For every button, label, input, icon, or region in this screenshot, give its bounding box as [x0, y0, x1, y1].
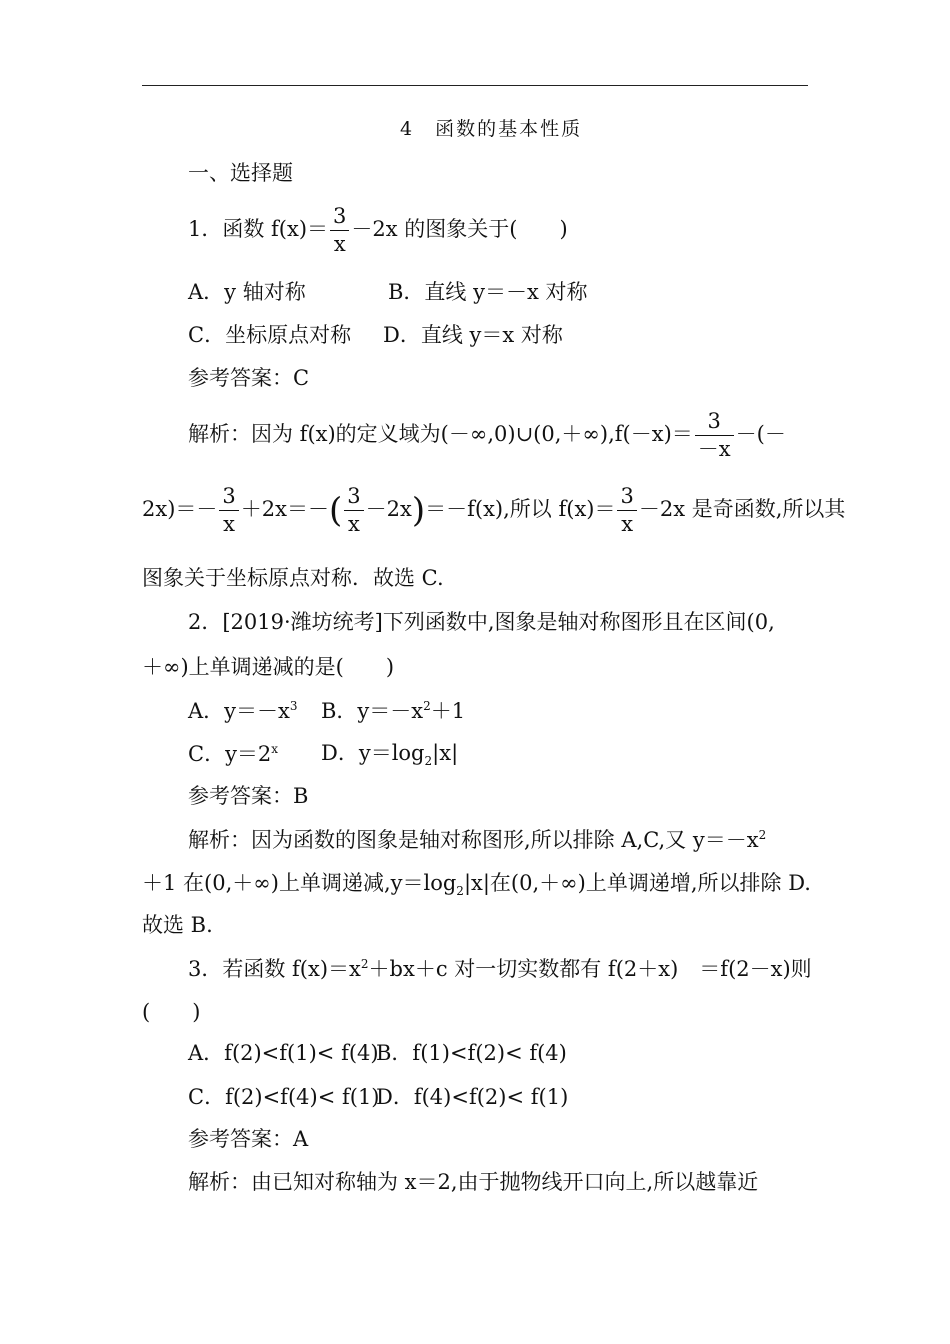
q1-sol-l2-num3: 3 [617, 485, 636, 511]
q3-stem-line-1 [188, 958, 812, 980]
q2-sol-l2-b: |x|在(0,＋∞)上单调递增,所以排除 D. [463, 871, 811, 895]
q1-solution-line-1 [188, 410, 786, 461]
q1-solution-line-2 [142, 485, 845, 536]
q2-option-d [321, 743, 458, 767]
q1-sol-l2-num2: 3 [344, 485, 363, 511]
q2-opt-c-sup: x [271, 742, 279, 756]
section-heading: 一、选择题 [188, 161, 293, 185]
q1-sol-l2-num1: 3 [219, 485, 238, 511]
q1-sol-l2-e: －2x 是奇函数,所以其 [638, 497, 846, 522]
q2-solution-line-2 [142, 873, 811, 897]
q3-stem-l1-sup: 2 [360, 957, 369, 971]
q2-solution-line-3: 故选 B. [142, 913, 213, 937]
q3-option-d: D．f(4)<f(2)< f(1) [376, 1085, 569, 1109]
q1-frac-num: 3 [330, 205, 349, 231]
header-rule [142, 85, 808, 86]
q1-sol-l2-den3: x [621, 512, 634, 537]
q1-sol-l2-den1: x [223, 512, 236, 537]
q2-sol-l1-a: 解析：因为函数的图象是轴对称图形,所以排除 A,C,又 y＝－x [188, 828, 759, 852]
q3-stem-line-2: ( ) [142, 1000, 201, 1024]
q1-option-a: A．y 轴对称 [188, 280, 306, 304]
q1-option-d: D．直线 y＝x 对称 [383, 323, 563, 347]
q2-option-a [188, 700, 298, 722]
q1-answer: 参考答案：C [188, 366, 310, 390]
q2-option-b [321, 700, 465, 722]
q1-sol-l1-tail: －(－ [735, 422, 786, 447]
q2-opt-d-sub: 2 [424, 754, 433, 769]
q1-sol-l1-lead: 解析：因为 f(x)的定义域为(－∞,0)∪(0,＋∞),f(－x)＝ [188, 422, 693, 447]
q1-option-c: C．坐标原点对称 [188, 323, 352, 347]
q2-stem-line-1: 2．[2019·潍坊统考]下列函数中,图象是轴对称图形且在区间(0, [188, 610, 775, 634]
q3-option-b: B．f(1)<f(2)< f(4) [376, 1041, 567, 1065]
q1-sol-l2-paren-open: ( [329, 490, 343, 531]
q2-sol-l2-sub: 2 [456, 884, 464, 899]
q2-opt-d-label: D．y＝log [321, 741, 425, 765]
q3-stem-l1-a: 3．若函数 f(x)＝x [188, 957, 361, 981]
q3-answer: 参考答案：A [188, 1127, 309, 1151]
q1-sol-l1-den: －x [697, 437, 731, 462]
q1-sol-l2-fraction-3 [617, 485, 636, 536]
q2-opt-a-label: A．y＝－x [188, 699, 290, 723]
q2-opt-d-tail: |x| [432, 741, 459, 765]
q2-opt-b-tail: ＋1 [430, 699, 466, 723]
q2-opt-b-label: B．y＝－x [321, 699, 424, 723]
q1-sol-l1-fraction [695, 410, 734, 461]
q1-sol-l2-a: 2x)＝－ [142, 497, 218, 522]
q1-frac-den: x [333, 232, 346, 257]
q2-answer: 参考答案：B [188, 784, 309, 808]
q2-sol-l2-a: ＋1 在(0,＋∞)上单调递减,y＝log [142, 871, 457, 895]
page-title: 4 函数的基本性质 [400, 118, 583, 140]
q1-sol-l2-c: －2x [365, 497, 412, 522]
q1-sol-l2-fraction-2 [344, 485, 363, 536]
q1-fraction [330, 205, 349, 256]
q2-stem-line-2: ＋∞)上单调递减的是( ) [142, 655, 395, 679]
q1-option-b: B．直线 y＝－x 对称 [388, 280, 588, 304]
q1-sol-l2-d: ＝－f(x),所以 f(x)＝ [425, 497, 616, 522]
q1-solution-line-3: 图象关于坐标原点对称．故选 C. [142, 566, 444, 590]
q1-stem [188, 205, 568, 256]
q2-opt-a-sup: 3 [289, 699, 298, 713]
q1-sol-l2-den2: x [348, 512, 360, 537]
q3-solution-line-1: 解析：由已知对称轴为 x＝2,由于抛物线开口向上,所以越靠近 [188, 1170, 759, 1194]
q3-stem-l1-b: ＋bx＋c 对一切实数都有 f(2＋x) ＝f(2－x)则 [368, 957, 812, 981]
q1-stem-lead: 1．函数 f(x)＝ [188, 217, 329, 242]
q1-stem-tail: －2x 的图象关于( ) [351, 217, 568, 242]
q1-sol-l2-paren-close: ) [411, 490, 426, 531]
q2-sol-l1-sup: 2 [758, 828, 767, 842]
q1-sol-l2-fraction-1 [219, 485, 238, 536]
q2-opt-c-label: C．y＝2 [188, 742, 272, 766]
q2-opt-b-sup: 2 [423, 699, 431, 713]
q2-solution-line-1 [188, 829, 766, 851]
q3-option-c: C．f(2)<f(4)< f(1) [188, 1085, 380, 1109]
q1-sol-l1-num: 3 [695, 410, 734, 436]
q2-option-c [188, 743, 278, 765]
q1-sol-l2-b: ＋2x＝－ [240, 497, 329, 522]
q3-option-a: A．f(2)<f(1)< f(4) [188, 1041, 379, 1065]
